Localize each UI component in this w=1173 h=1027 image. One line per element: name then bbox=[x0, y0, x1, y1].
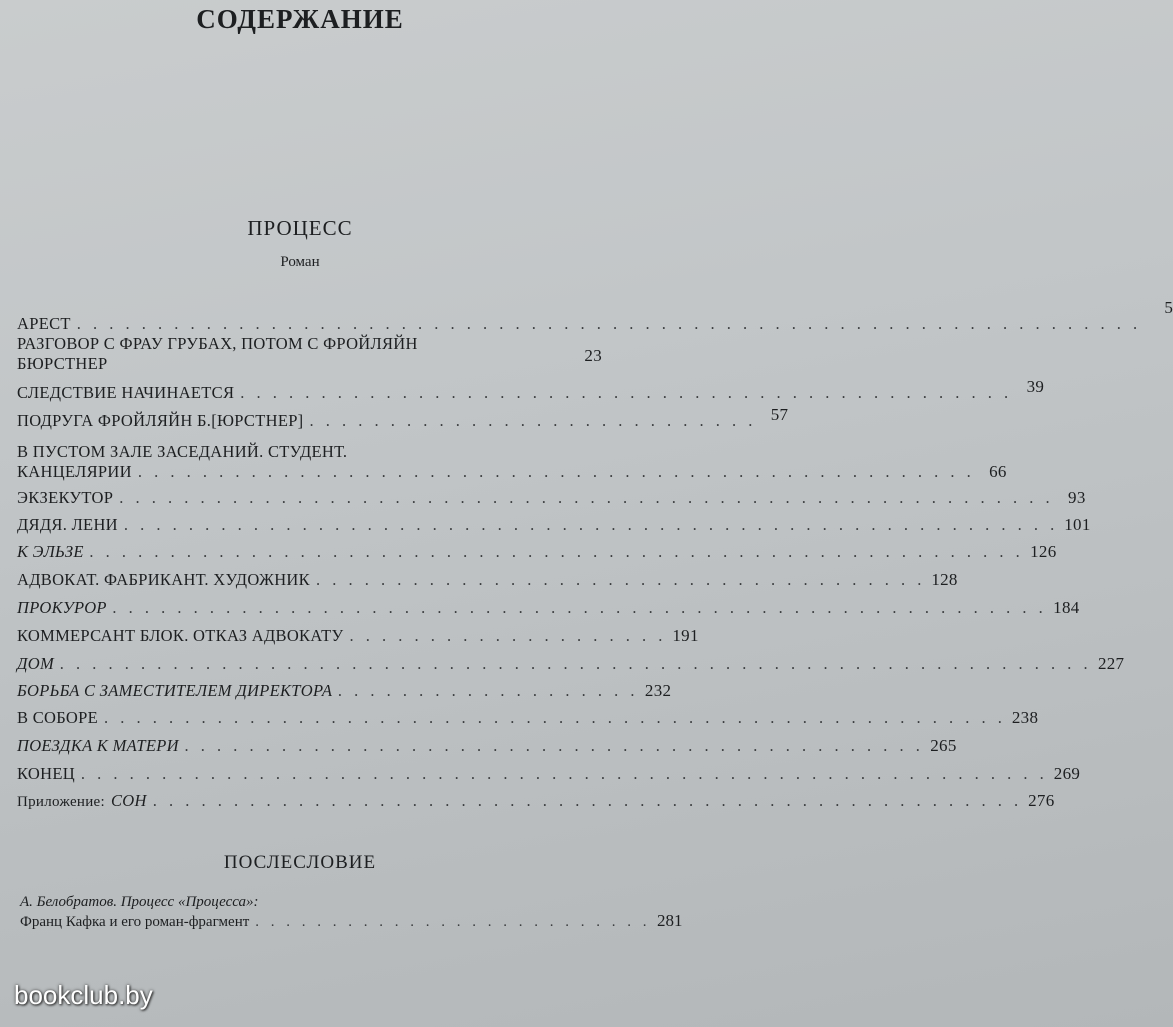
toc-entry-page: 66 bbox=[989, 462, 1007, 481]
toc-entry bbox=[17, 488, 1086, 508]
leader-dots: . . . . . . . . . . . . . . . . . . . . . . . . . . . . . . . . . . . . . . . . . . . . . . bbox=[184, 736, 925, 755]
toc-entry-title: АРЕСТ bbox=[17, 314, 71, 333]
toc-entry-page: 57 bbox=[770, 405, 789, 424]
leader-dots: . . . . . . . . . . . . . . . . . . . . . . . . . . . . . . . . . . . . . . . . . . . . . . . . bbox=[240, 383, 1013, 402]
afterword-line1: А. Белобратов. Процесс «Процесса»: bbox=[20, 894, 259, 910]
toc-entry-page: 101 bbox=[1064, 515, 1091, 534]
toc-entry bbox=[17, 626, 699, 646]
toc-entry-page: 128 bbox=[931, 570, 958, 589]
toc-entry-title: КОММЕРСАНТ БЛОК. ОТКАЗ АДВОКАТУ bbox=[17, 626, 344, 645]
toc-entry-page: 184 bbox=[1053, 598, 1080, 617]
leader-dots: . . . . . . . . . . . . . . . . . . . . . . . . . . . . . . . . . . . . . . . . . . . . . . . . . . . . . . . . bbox=[103, 708, 1006, 727]
toc-entry-page: 23 bbox=[584, 346, 602, 365]
leader-dots: . . . . . . . . . . . . . . . . . . . . . . . . . . . . . . . . . . . . . . . . . . . . . . . . . . . . . . . . . . . . bbox=[80, 764, 1048, 783]
toc-entry-title-line1: В ПУСТОМ ЗАЛЕ ЗАСЕДАНИЙ. СТУДЕНТ. bbox=[17, 442, 348, 461]
leader-dots: . . . . . . . . . . . . . . . . . . . . . . . . . . . . . . . . . . . . . . . . . . . . . . . . . . . . . . . . . . bbox=[112, 598, 1048, 617]
leader-dots: . . . . . . . . . . . . . . . . . . . . . . . . . . . . . . . . . . . . . . . . . . . . . . . . . . . . . . . . . . bbox=[89, 542, 1025, 561]
toc-entry-title: СОН bbox=[110, 791, 147, 810]
toc-entry bbox=[17, 570, 958, 590]
afterword-entry bbox=[20, 894, 683, 931]
afterword-line2: Франц Кафка и его роман-фрагмент bbox=[20, 914, 250, 930]
toc-entry bbox=[17, 681, 672, 701]
leader-dots: . . . . . . . . . . . . . . . . . . . . bbox=[349, 626, 667, 645]
leader-dots: . . . . . . . . . . . . . . . . . . . . . . . . . . . . . . . . . . . . . . . . . . . . . . . . . . . . . . bbox=[152, 791, 1023, 810]
toc-entry-prefix: Приложение: bbox=[17, 794, 105, 810]
toc-entry-title: КОНЕЦ bbox=[17, 764, 75, 783]
toc-entry-title: КАНЦЕЛЯРИИ bbox=[17, 462, 132, 481]
toc-entry-page: 39 bbox=[1026, 377, 1045, 396]
toc-entry-page: 93 bbox=[1068, 488, 1086, 507]
page-title: СОДЕРЖАНИЕ bbox=[196, 4, 404, 34]
afterword-page: 281 bbox=[657, 911, 683, 930]
toc-entry bbox=[17, 405, 789, 431]
toc-entry-title: ПОДРУГА ФРОЙЛЯЙН Б.[ЮРСТНЕР] bbox=[17, 411, 304, 430]
leader-dots: . . . . . . . . . . . . . . . . . . . bbox=[338, 681, 639, 700]
toc-entry-title: ЭКЗЕКУТОР bbox=[17, 488, 114, 507]
leader-dots: . . . . . . . . . . . . . . . . . . . . . . . . . . . . . . . . . . . . . . bbox=[315, 570, 926, 589]
toc-entry-title: В СОБОРЕ bbox=[17, 708, 98, 727]
toc-entry bbox=[17, 377, 1045, 403]
section-subtitle: Роман bbox=[280, 254, 320, 270]
toc-entry bbox=[17, 334, 602, 374]
leader-dots: . . . . . . . . . . . . . . . . . . . . . . . . . . bbox=[255, 914, 651, 930]
toc-entry bbox=[17, 764, 1081, 784]
toc-entry-page: 191 bbox=[672, 626, 699, 645]
toc-entry bbox=[17, 515, 1091, 535]
toc-entry-title: К ЭЛЬЗЕ bbox=[17, 542, 84, 561]
toc-entry-page: 227 bbox=[1097, 654, 1125, 673]
toc-entry-page: 5 bbox=[1164, 298, 1173, 317]
watermark: bookclub.by bbox=[14, 980, 153, 1010]
toc-entry-page: 232 bbox=[644, 681, 672, 700]
toc-entry-title: ПРОКУРОР bbox=[17, 598, 107, 617]
toc-entry-title-line1: РАЗГОВОР С ФРАУ ГРУБАХ, ПОТОМ С ФРОЙЛЯЙН bbox=[17, 334, 418, 353]
toc-entry bbox=[17, 791, 1055, 811]
toc-entry bbox=[17, 442, 1007, 482]
toc-entry bbox=[17, 708, 1039, 728]
leader-dots: . . . . . . . . . . . . . . . . . . . . . . . . . . . . . . . . . . . . . . . . . . . . . . . . . . . . . . . . . . . . . . . . . . bbox=[76, 314, 1142, 333]
leader-dots: . . . . . . . . . . . . . . . . . . . . . . . . . . . . . . . . . . . . . . . . . . . . . . . . . . . . . . . . . . bbox=[123, 515, 1059, 534]
toc-entry-title: АДВОКАТ. ФАБРИКАНТ. ХУДОЖНИК bbox=[17, 570, 310, 589]
afterword-title: ПОСЛЕСЛОВИЕ bbox=[223, 852, 377, 873]
toc-entry-title: БОРЬБА С ЗАМЕСТИТЕЛЕМ ДИРЕКТОРА bbox=[17, 681, 333, 700]
toc-entry-title: СЛЕДСТВИЕ НАЧИНАЕТСЯ bbox=[17, 383, 235, 402]
toc-entry-page: 265 bbox=[930, 736, 957, 755]
toc-entry-page: 276 bbox=[1028, 791, 1055, 810]
toc-entry-title: ДЯДЯ. ЛЕНИ bbox=[17, 515, 118, 534]
section-title: ПРОЦЕСС bbox=[247, 216, 353, 240]
leader-dots: . . . . . . . . . . . . . . . . . . . . . . . . . . . . . . . . . . . . . . . . . . . . . . . . . . . . . . . . . . . . . . . . bbox=[60, 654, 1092, 673]
toc-entry-page: 126 bbox=[1030, 542, 1057, 561]
toc-entry-title: БЮРСТНЕР bbox=[17, 354, 108, 373]
toc-entry bbox=[17, 654, 1125, 674]
toc-entry-title: ДОМ bbox=[17, 654, 55, 673]
toc-entry-page: 269 bbox=[1053, 764, 1081, 783]
toc-entry-page: 238 bbox=[1011, 708, 1039, 727]
toc-entry bbox=[17, 298, 1173, 334]
leader-dots: . . . . . . . . . . . . . . . . . . . . . . . . . . . . bbox=[309, 411, 757, 430]
leader-dots: . . . . . . . . . . . . . . . . . . . . . . . . . . . . . . . . . . . . . . . . . . . . . . . . . . . . . . . . . . bbox=[119, 488, 1054, 507]
toc-entry bbox=[17, 736, 957, 756]
toc-entry-title: ПОЕЗДКА К МАТЕРИ bbox=[17, 736, 179, 755]
toc-entry bbox=[17, 598, 1080, 618]
leader-dots: . . . . . . . . . . . . . . . . . . . . . . . . . . . . . . . . . . . . . . . . . . . . . . . . . . . . bbox=[137, 462, 975, 481]
toc-entry bbox=[17, 542, 1057, 562]
